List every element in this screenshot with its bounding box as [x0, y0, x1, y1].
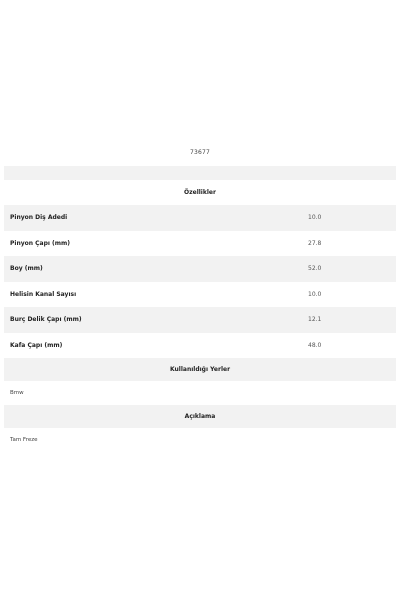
spec-value: 27.8 — [308, 239, 322, 247]
spec-row-head-diameter — [4, 333, 396, 359]
spec-value: 52.0 — [308, 265, 322, 273]
spec-row-pinion-teeth — [4, 205, 396, 231]
spec-label: Pinyon Çapı (mm) — [10, 239, 70, 247]
spec-panel — [4, 166, 396, 452]
usage-heading: Kullanıldığı Yerler — [4, 358, 396, 381]
usage-text: Bmw — [10, 390, 24, 396]
spec-value: 10.0 — [308, 214, 322, 222]
spec-value: 48.0 — [308, 341, 322, 349]
features-heading: Özellikler — [4, 180, 396, 205]
description-text: Tam Freze — [10, 437, 38, 443]
spec-row-pinion-diameter — [4, 231, 396, 257]
spec-row-helix-channels — [4, 282, 396, 308]
product-code: 73677 — [189, 149, 211, 156]
spec-label: Helisin Kanal Sayısı — [10, 290, 77, 298]
spec-value: 10.0 — [308, 290, 322, 298]
spec-row-length — [4, 256, 396, 282]
spec-row-bushing-hole — [4, 307, 396, 333]
spec-label: Kafa Çapı (mm) — [10, 341, 63, 349]
top-divider-band — [4, 166, 396, 180]
spec-value: 12.1 — [308, 316, 322, 324]
description-heading: Açıklama — [4, 405, 396, 428]
spec-label: Burç Delik Çapı (mm) — [10, 316, 82, 324]
spec-label: Pinyon Diş Adedi — [10, 214, 68, 222]
spec-label: Boy (mm) — [10, 265, 43, 273]
